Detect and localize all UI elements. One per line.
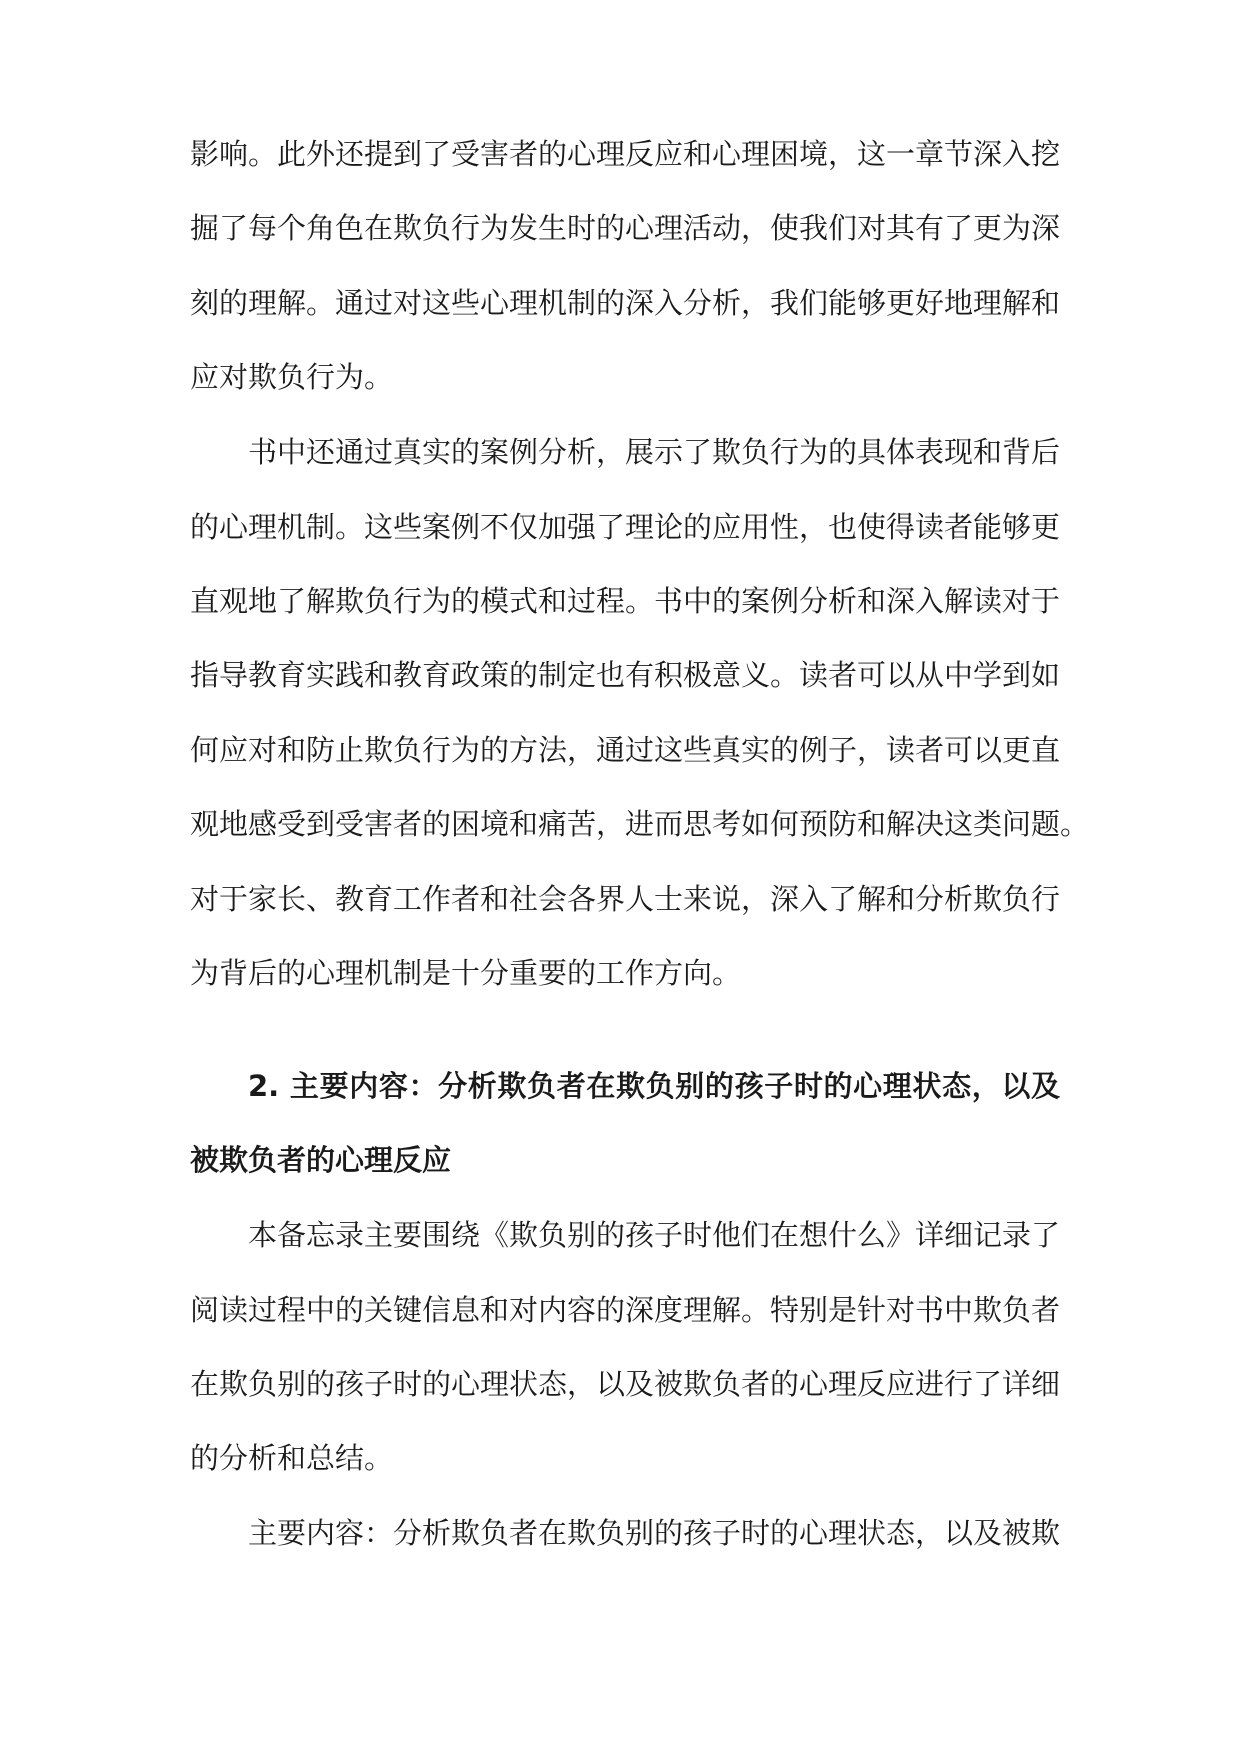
paragraph-3-line-4: 的分析和总结。 — [190, 1441, 394, 1475]
paragraph-2-line-2: 的心理机制。这些案例不仅加强了理论的应用性，也使得读者能够更 — [190, 510, 1061, 544]
paragraph-2-line-5: 何应对和防止欺负行为的方法，通过这些真实的例子，读者可以更直 — [190, 733, 1061, 767]
section-heading-line-1: 2. 主要内容：分析欺负者在欺负别的孩子时的心理状态，以及 — [248, 1069, 1060, 1103]
paragraph-4-line-1: 主要内容：分析欺负者在欺负别的孩子时的心理状态，以及被欺 — [248, 1516, 1061, 1550]
paragraph-2-line-8: 为背后的心理机制是十分重要的工作方向。 — [190, 956, 742, 990]
section-heading-line-2: 被欺负者的心理反应 — [190, 1143, 452, 1177]
paragraph-1-line-3: 刻的理解。通过对这些心理机制的深入分析，我们能够更好地理解和 — [190, 286, 1061, 320]
paragraph-1-line-1: 影响。此外还提到了受害者的心理反应和心理困境，这一章节深入挖 — [190, 137, 1061, 171]
paragraph-3-line-1: 本备忘录主要围绕《欺负别的孩子时他们在想什么》详细记录了 — [248, 1218, 1061, 1252]
paragraph-2-line-6: 观地感受到受害者的困境和痛苦，进而思考如何预防和解决这类问题。 — [190, 807, 1090, 841]
paragraph-2-line-3: 直观地了解欺负行为的模式和过程。书中的案例分析和深入解读对于 — [190, 584, 1061, 618]
paragraph-2-line-7: 对于家长、教育工作者和社会各界人士来说，深入了解和分析欺负行 — [190, 882, 1061, 916]
paragraph-3-line-3: 在欺负别的孩子时的心理状态，以及被欺负者的心理反应进行了详细 — [190, 1367, 1061, 1401]
paragraph-3-line-2: 阅读过程中的关键信息和对内容的深度理解。特别是针对书中欺负者 — [190, 1293, 1061, 1327]
paragraph-2-line-4: 指导教育实践和教育政策的制定也有积极意义。读者可以从中学到如 — [190, 658, 1061, 692]
paragraph-1-line-4: 应对欺负行为。 — [190, 360, 394, 394]
paragraph-1-line-2: 掘了每个角色在欺负行为发生时的心理活动，使我们对其有了更为深 — [190, 211, 1061, 245]
paragraph-2-line-1: 书中还通过真实的案例分析，展示了欺负行为的具体表现和背后 — [248, 435, 1061, 469]
